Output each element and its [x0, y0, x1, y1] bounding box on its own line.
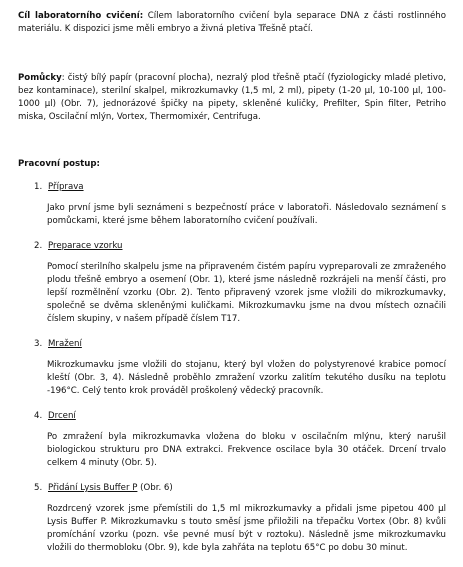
step-item: [18, 482, 446, 555]
aim-label: Cíl laboratorního cvičení:: [18, 11, 144, 21]
tools-paragraph: [18, 72, 446, 124]
step-title-text: Preparace vzorku: [48, 241, 123, 251]
step-item: [18, 240, 446, 326]
tools-label: Pomůcky: [18, 73, 62, 83]
step-title-text: Příprava: [48, 182, 84, 192]
step-text: Pomocí sterilního skalpelu jsme na připraveném čistém papíru vypreparovali ze zmraženého plodu třešně embryo a osemení (Obr. 1), které jsme následně rozkrájeli na menší části, pro lepší rozmělnění vzorku (Obr. 2). Tento připravený vzorek jsme vložili do mikrozkumavky, společně se dvěma skleněnými kuličkami. Mikrozkumavku jsme na dvou místech označili číslem skupiny, v našem případě číslem T17.: [47, 262, 446, 324]
step-title: [18, 240, 446, 253]
step-item: [18, 181, 446, 228]
step-item: [18, 338, 446, 398]
step-text: Mikrozkumavku jsme vložili do stojanu, který byl vložen do polystyrenové krabice pomocí kleští (Obr. 3, 4). Následně proběhlo zmražení vzorku zalitím tekutého dusíku na teplotu -196°C. Celý tento krok prováděl proškolený vědecký pracovník.: [47, 360, 446, 396]
step-number: 3.: [34, 339, 43, 349]
procedure-steps: [18, 181, 446, 555]
procedure-heading: Pracovní postup:: [18, 159, 100, 169]
step-title: [18, 338, 446, 351]
step-title-text: Mražení: [48, 339, 82, 349]
aim-paragraph: [18, 10, 446, 36]
step-text: Jako první jsme byli seznámeni s bezpečností práce v laboratoři. Následovalo seznámení s pomůckami, které jsme během laboratorního cvičení používali.: [47, 203, 446, 226]
step-number: 5.: [34, 483, 43, 493]
step-title: [18, 482, 446, 495]
document-page: [18, 10, 446, 567]
step-number: 1.: [34, 182, 43, 192]
tools-text: : čistý bílý papír (pracovní plocha), nezralý plod třešně ptačí (fyziologicky mladé pletivo, bez kontaminace), sterilní skalpel, mikrozkumavky (1,5 ml, 2 ml), pipety (1-20 µl, 10-100 µl, 100-1000 µl) (Obr. 7), jednorázové špičky na pipety, skleněné kuličky, Prefilter, Spin filter, Petriho miska, Oscilační mlýn, Vortex, Thermomixér, Centrifuga.: [18, 73, 446, 122]
step-title-text: Přidání Lysis Buffer P: [48, 483, 138, 493]
step-text: Po zmražení byla mikrozkumavka vložena do bloku v oscilačním mlýnu, který narušil biologickou strukturu pro DNA extrakci. Frekvence oscilace byla 30 otáček. Drcení trvalo celkem 4 minuty (Obr. 5).: [47, 432, 446, 468]
step-item: [18, 410, 446, 470]
step-text: Rozdrcený vzorek jsme přemístili do 1,5 ml mikrozkumavky a přidali jsme pipetou 400 µl Lysis Buffer P. Mikrozkumavku s touto směsí jsme přiložili na třepačku Vortex (Obr. 8) kvůli promíchání vzorku (pozn. vše pevné musí být v roztoku). Následně jsme mikrozkumavku vložili do thermobloku (Obr. 9), kde byla zahřáta na teplotu 65°C po dobu 30 minut.: [47, 504, 446, 553]
step-title: [18, 181, 446, 194]
step-title: [18, 410, 446, 423]
step-title-text: Drcení: [48, 411, 76, 421]
step-number: 2.: [34, 241, 43, 251]
step-number: 4.: [34, 411, 43, 421]
aim-text: Cílem laboratorního cvičení byla separace DNA z části rostlinného materiálu. K dispozici jsme měli embryo a živná pletiva Třešně ptačí.: [18, 11, 446, 34]
step-title-suffix: (Obr. 6): [137, 483, 173, 493]
